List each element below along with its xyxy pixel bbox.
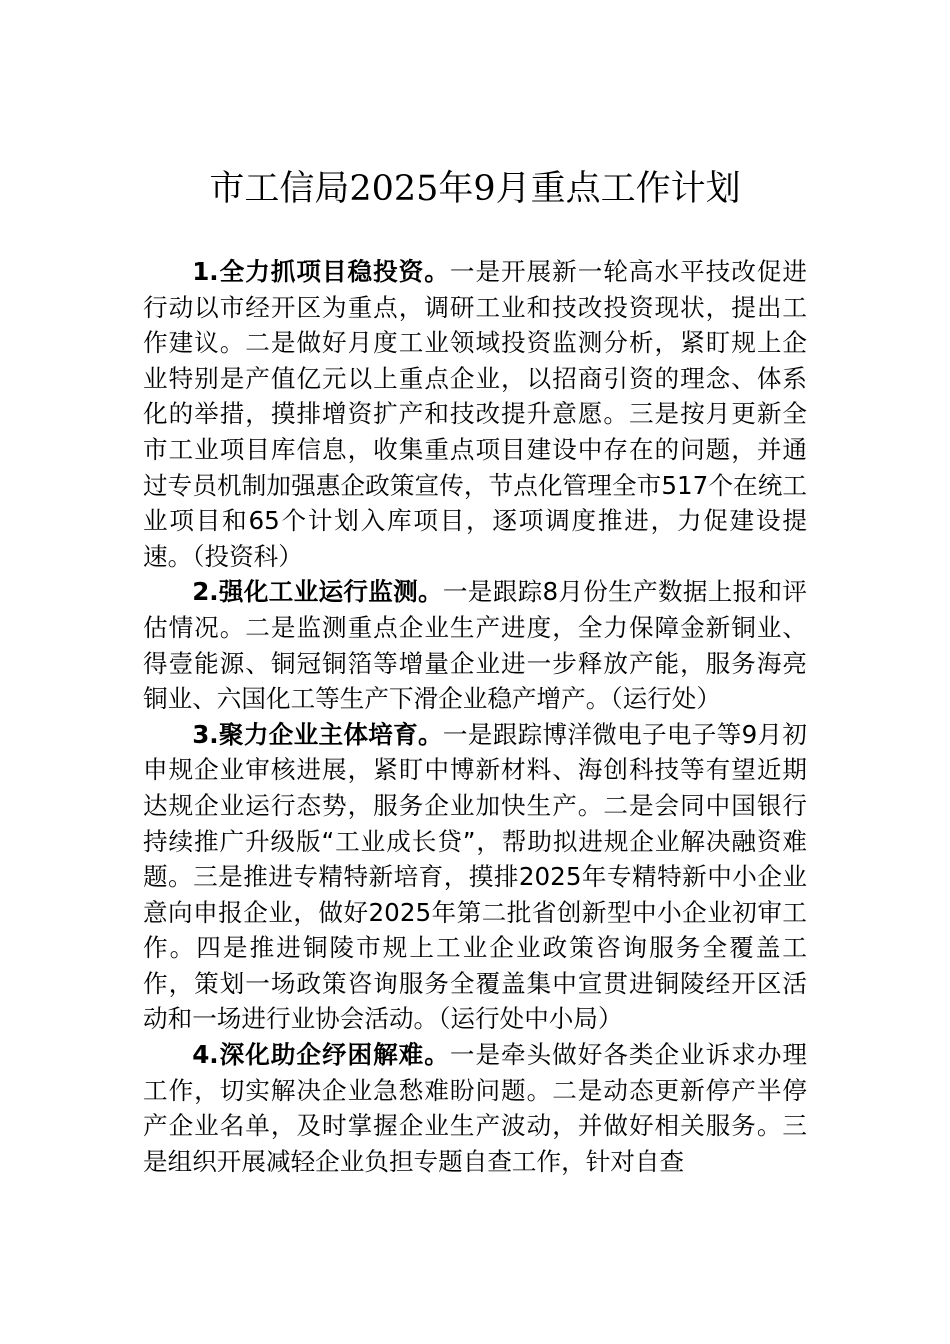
section-2-paragraph [143,574,807,716]
section-3-body: 一是跟踪博洋微电子电子等9月初申规企业审核进展，紧盯中博新材料、海创科技等有望近期达规企业运行态势，服务企业加快生产。二是会同中国银行持续推广升级版“工业成长贷”，帮助拟进规企业解决融资难题。三是推进专精特新培育，摸排2025年专精特新中小企业意向申报企业，做好2025年第二批省创新型中小企业初审工作。四是推进铜陵市规上工业企业政策咨询服务全覆盖工作，策划一场政策咨询服务全覆盖集中宣贯进铜陵经开区活动和一场进行业协会活动。（运行处中小局） [143,719,807,1034]
section-3-paragraph [143,717,807,1037]
section-3-heading: 3.聚力企业主体培育。 [192,719,443,749]
section-1-body: 一是开展新一轮高水平技改促进行动以市经开区为重点，调研工业和技改投资现状，提出工作建议。二是做好月度工业领域投资监测分析，紧盯规上企业特别是产值亿元以上重点企业，以招商引资的理念、体系化的举措，摸排增资扩产和技改提升意愿。三是按月更新全市工业项目库信息，收集重点项目建设中存在的问题，并通过专员机制加强惠企政策宣传，节点化管理全市517个在统工业项目和65个计划入库项目，逐项调度推进，力促建设提速。（投资科） [143,257,807,571]
section-2-heading: 2.强化工业运行监测。 [192,577,443,607]
section-4-body: 一是牵头做好各类企业诉求办理工作，切实解决企业急愁难盼问题。二是动态更新停产半停产企业名单，及时掌握企业生产波动，并做好相关服务。三是组织开展减轻企业负担专题自查工作，针对自查 [143,1040,807,1176]
section-2-body: 一是跟踪8月份生产数据上报和评估情况。二是监测重点企业生产进度，全力保障金新铜业、得壹能源、铜冠铜箔等增量企业进一步释放产能，服务海亮铜业、六国化工等生产下滑企业稳产增产。（运行处） [143,577,807,714]
document-title: 市工信局2025年9月重点工作计划 [209,169,741,209]
section-4-paragraph [143,1037,807,1179]
document-body [143,254,807,1179]
section-1-heading: 1.全力抓项目稳投资。 [192,257,450,286]
section-4-heading: 4.深化助企纾困解难。 [192,1040,450,1070]
section-1-paragraph [143,254,807,574]
